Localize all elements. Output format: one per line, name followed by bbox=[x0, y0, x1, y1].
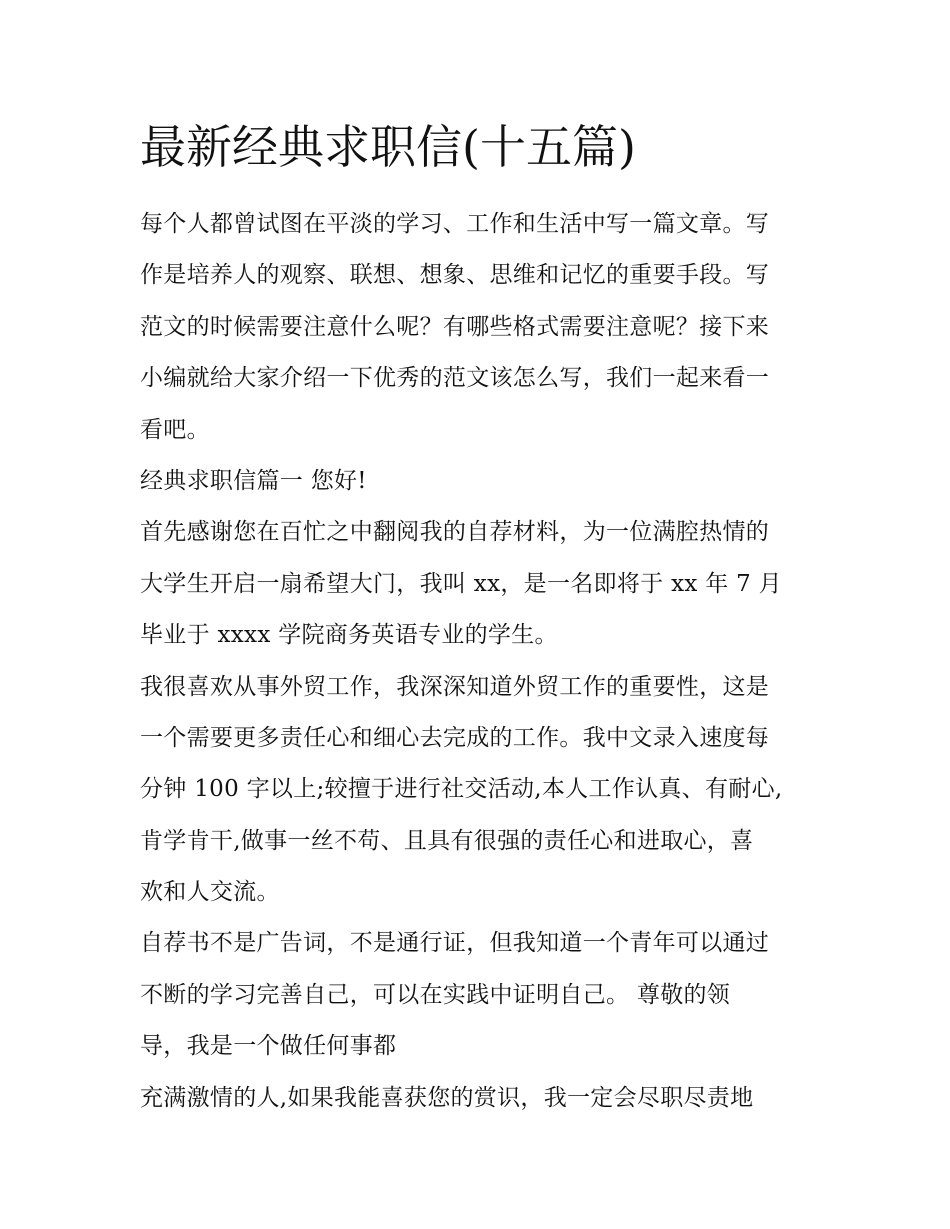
text-line: 自荐书不是广告词，不是通行证，但我知道一个青年可以通过 bbox=[140, 930, 770, 957]
text-line: 导，我是一个做任何事都 bbox=[140, 1033, 397, 1060]
text-line: 毕业于 xxxx 学院商务英语专业的学生。 bbox=[140, 622, 558, 649]
text-line: 看吧。 bbox=[140, 416, 210, 443]
document-body bbox=[140, 199, 820, 1124]
text-line: 分钟 100 字以上;较擅于进行社交活动,本人工作认真、有耐心, bbox=[140, 776, 783, 803]
text-line: 一个需要更多责任心和细心去完成的工作。我中文录入速度每 bbox=[140, 724, 770, 751]
text-line: 肯学肯干,做事一丝不苟、且具有很强的责任心和进取心，喜 bbox=[140, 827, 754, 854]
text-line: 充满激情的人,如果我能喜获您的赏识，我一定会尽职尽责地 bbox=[140, 1084, 754, 1111]
text-line: 欢和人交流。 bbox=[140, 879, 280, 906]
text-line: 我很喜欢从事外贸工作，我深深知道外贸工作的重要性，这是 bbox=[140, 673, 770, 700]
text-line: 首先感谢您在百忙之中翻阅我的自荐材料，为一位满腔热情的 bbox=[140, 519, 770, 546]
text-line: 范文的时候需要注意什么呢？有哪些格式需要注意呢？接下来 bbox=[140, 313, 770, 340]
text-line: 小编就给大家介绍一下优秀的范文该怎么写，我们一起来看一 bbox=[140, 365, 770, 392]
text-line: 大学生开启一扇希望大门，我叫 xx，是一名即将于 xx 年 7 月 bbox=[140, 570, 782, 597]
document-title: 最新经典求职信(十五篇) bbox=[140, 120, 636, 174]
text-line: 不断的学习完善自己，可以在实践中证明自己。 尊敬的领 bbox=[140, 981, 731, 1008]
section-heading-line: 经典求职信篇一 您好! bbox=[140, 467, 367, 494]
text-line: 作是培养人的观察、联想、想象、思维和记忆的重要手段。写 bbox=[140, 262, 770, 289]
text-line: 每个人都曾试图在平淡的学习、工作和生活中写一篇文章。写 bbox=[140, 211, 770, 237]
